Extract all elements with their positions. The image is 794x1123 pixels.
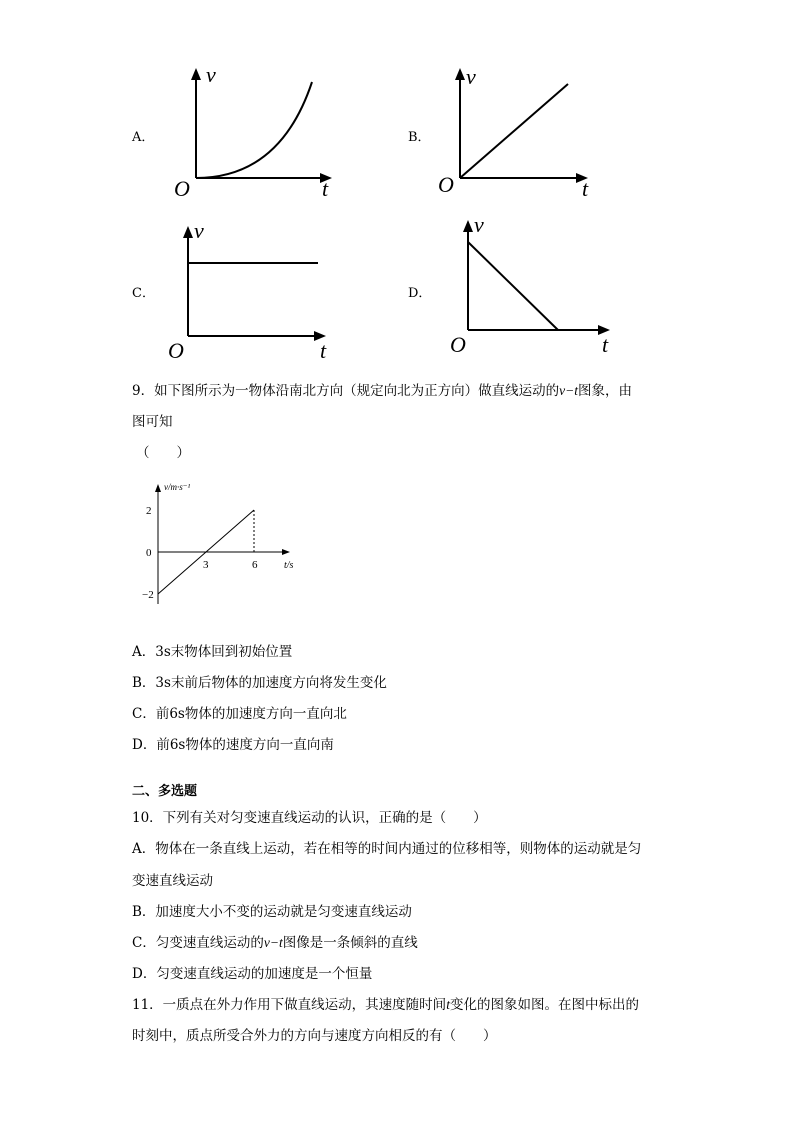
y-axis-arrow [455, 68, 465, 80]
line [468, 242, 558, 330]
section-title-multi-choice: 二、多选题 [132, 784, 198, 799]
q9-stem-text-post: 图象，由 [577, 383, 632, 399]
xtick-3: 3 [203, 559, 209, 571]
q10-option-c-text: C．匀变速直线运动的 [132, 935, 264, 951]
q9-stem-line1 [132, 379, 632, 399]
y-axis-arrow [155, 484, 161, 492]
axis-label-t: t [322, 176, 329, 200]
q11-stem-line1 [132, 993, 639, 1013]
y-axis-arrow [183, 226, 193, 238]
graph-option-b [430, 60, 620, 200]
ytick-0: 0 [146, 547, 152, 559]
q10-option-c[interactable] [132, 931, 418, 951]
q10-vt-symbol: v−t [263, 935, 283, 950]
option-c-label: C． [132, 286, 155, 301]
graph-option-c [158, 218, 348, 363]
axis-label-t: t [602, 332, 609, 357]
q9-option-d[interactable]: D．前6s物体的速度方向一直向南 [132, 737, 334, 753]
curve [196, 82, 312, 178]
graph-option-a [160, 60, 350, 200]
q10-option-a-line1[interactable]: A．物体在一条直线上运动，若在相等的时间内通过的位移相等，则物体的运动就是匀 [132, 841, 642, 857]
graph-option-d [438, 212, 628, 362]
y-axis-arrow [463, 220, 473, 232]
origin-label: O [450, 332, 466, 357]
origin-label: O [174, 176, 190, 200]
q10-option-d[interactable]: D．匀变速直线运动的加速度是一个恒量 [132, 966, 373, 982]
axis-label-v: v [206, 62, 216, 87]
q9-option-a[interactable]: A．3s末物体回到初始位置 [132, 644, 293, 660]
q9-vt-graph [138, 476, 308, 616]
axis-label-v: v [474, 212, 484, 237]
option-d-label: D． [408, 286, 432, 301]
q10-stem: 10．下列有关对匀变速直线运动的认识，正确的是（ ） [132, 810, 487, 826]
q11-stem-line2: 时刻中，质点所受合外力的方向与速度方向相反的有（ ） [132, 1028, 497, 1044]
axis-label-t: t [582, 176, 589, 200]
origin-label: O [168, 338, 184, 363]
option-b-label: B． [408, 130, 431, 145]
axis-label-t: t [320, 338, 327, 363]
axis-label-v: v [194, 218, 204, 243]
q11-stem-text: 11．一质点在外力作用下做直线运动，其速度随时间 [132, 997, 447, 1013]
q9-stem-text: 9．如下图所示为一物体沿南北方向（规定向北为正方向）做直线运动的 [132, 383, 560, 399]
xtick-6: 6 [252, 559, 258, 571]
q10-option-a-line2: 变速直线运动 [132, 873, 213, 889]
q10-option-b[interactable]: B．加速度大小不变的运动就是匀变速直线运动 [132, 904, 412, 920]
q9-answer-paren: （ ） [136, 445, 190, 461]
ytick-neg2: −2 [142, 589, 154, 601]
q10-option-c-text-post: 图像是一条倾斜的直线 [282, 935, 418, 951]
y-axis-label: v/m·s⁻¹ [164, 482, 191, 492]
ytick-2: 2 [146, 505, 152, 517]
line [460, 84, 568, 178]
x-axis-label: t/s [284, 560, 294, 571]
q11-stem-text-post: 变化的图象如图。在图中标出的 [449, 997, 639, 1013]
q11-t-symbol: t [446, 997, 450, 1012]
axis-label-v: v [466, 64, 476, 89]
q9-stem-line2: 图可知 [132, 414, 173, 430]
q9-option-b[interactable]: B．3s末前后物体的加速度方向将发生变化 [132, 675, 387, 691]
y-axis-arrow [191, 68, 201, 80]
q9-vt-symbol: v−t [559, 383, 578, 398]
option-a-label: A． [132, 130, 155, 145]
x-axis-arrow [282, 549, 290, 555]
origin-label: O [438, 172, 454, 197]
q9-option-c[interactable]: C．前6s物体的加速度方向一直向北 [132, 706, 347, 722]
